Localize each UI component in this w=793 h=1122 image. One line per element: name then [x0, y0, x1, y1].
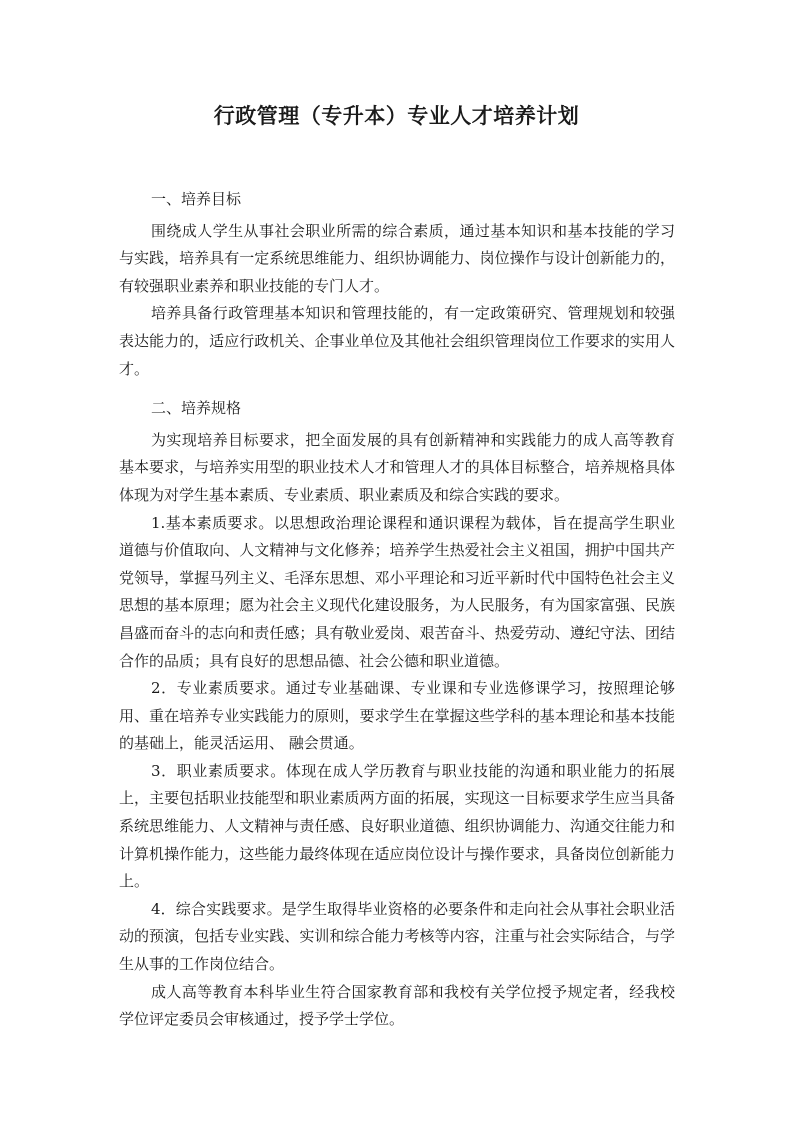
paragraph: 围绕成人学生从事社会职业所需的综合素质，通过基本知识和基本技能的学习与实践，培养具有一定系统思维能力、组织协调能力、岗位操作与设计创新能力的，有较强职业素养和职业技能的专门人才。: [119, 221, 675, 295]
paragraph: 培养具备行政管理基本知识和管理技能的，有一定政策研究、管理规划和较强表达能力的，适应行政机关、企事业单位及其他社会组织管理岗位工作要求的实用人才。: [119, 304, 675, 378]
section-heading-training-goals: 一、培养目标: [151, 190, 242, 208]
paragraph-degree-award: 成人高等教育本科毕业生符合国家教育部和我校有关学位授予规定者，经我校学位评定委员会审核通过，授予学士学位。: [119, 982, 675, 1029]
paragraph-basic-quality: 1.基本素质要求。以思想政治理论课程和通识课程为载体，旨在提高学生职业道德与价值取向、人文精神与文化修养；培养学生热爱社会主义祖国，拥护中国共产党领导，掌握马列主义、毛泽东思想、邓小平理论和习近平新时代中国特色社会主义思想的基本原理；愿为社会主义现代化建设服务，为人民服务，有为国家富强、民族昌盛而奋斗的志向和责任感；具有敬业爱岗、艰苦奋斗、热爱劳动、遵纪守法、团结合作的品质；具有良好的思想品德、社会公德和职业道德。: [119, 513, 675, 670]
paragraph-practice-requirement: 4．综合实践要求。是学生取得毕业资格的必要条件和走向社会从事社会职业活动的预演，包括专业实践、实训和综合能力考核等内容，注重与社会实际结合，与学生从事的工作岗位结合。: [119, 899, 675, 974]
paragraph: 为实现培养目标要求，把全面发展的具有创新精神和实践能力的成人高等教育基本要求，与培养实用型的职业技术人才和管理人才的具体目标整合，培养规格具体体现为对学生基本素质、专业素质、职业素质及和综合实践的要求。: [119, 430, 675, 504]
document-title: 行政管理（专升本）专业人才培养计划: [213, 103, 580, 128]
paragraph-professional-quality: 2．专业素质要求。通过专业基础课、专业课和专业选修课学习，按照理论够用、重在培养专业实践能力的原则，要求学生在掌握这些学科的基本理论和基本技能的基础上，能灵活运用、 融会贯通。: [119, 679, 675, 753]
document-body: [119, 186, 675, 1034]
paragraph-vocational-quality: 3．职业素质要求。体现在成人学历教育与职业技能的沟通和职业能力的拓展上，主要包括职业技能型和职业素质两方面的拓展，实现这一目标要求学生应当具备系统思维能力、人文精神与责任感、良好职业道德、组织协调能力、沟通交往能力和计算机操作能力，这些能力最终体现在适应岗位设计与操作要求，具备岗位创新能力上。: [119, 761, 675, 891]
section-heading-training-specs: 二、培养规格: [151, 399, 242, 418]
